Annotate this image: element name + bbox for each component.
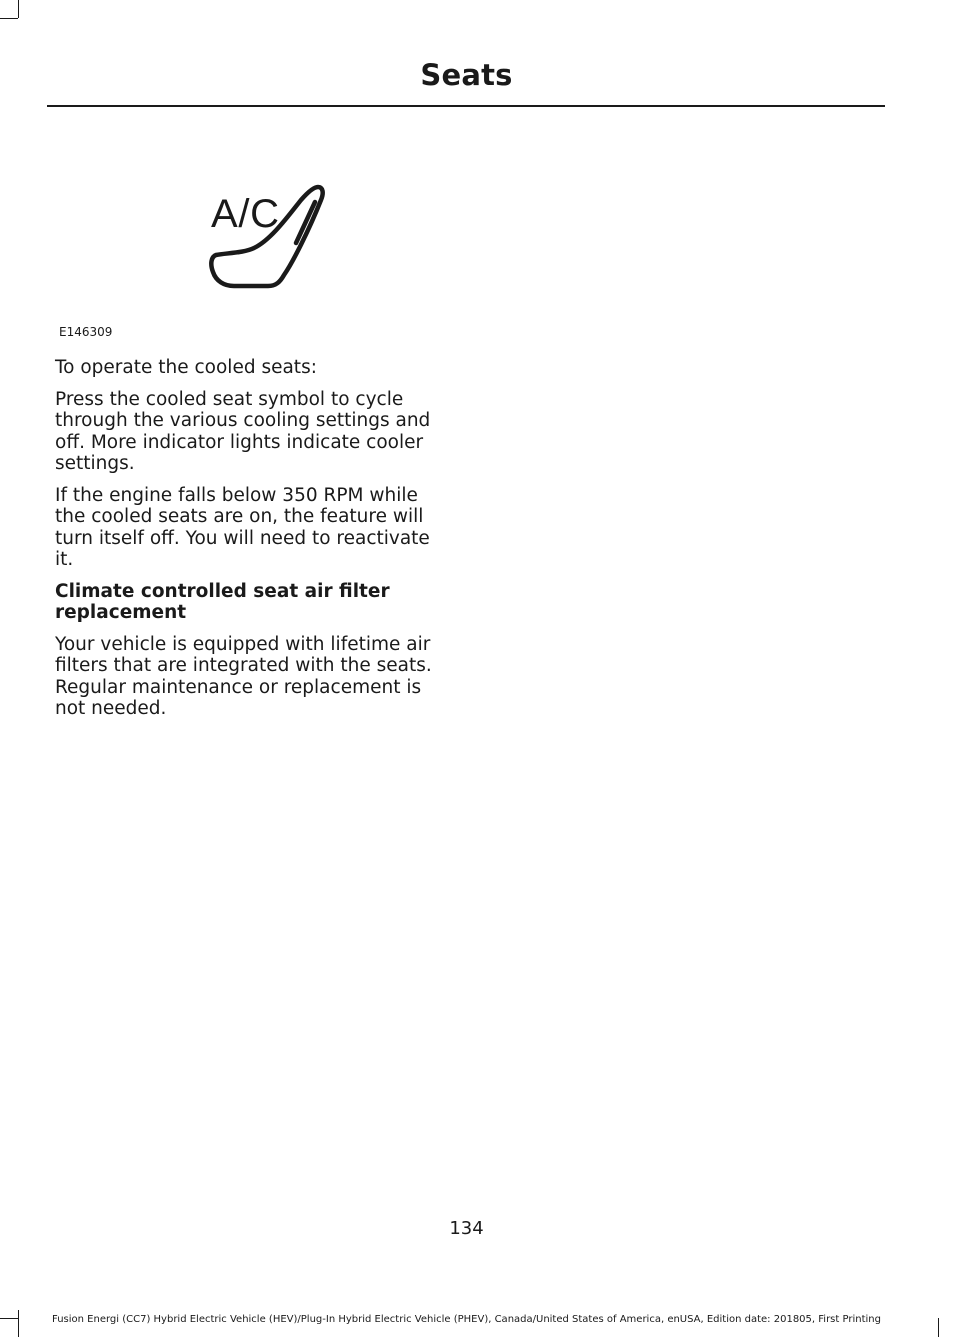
paragraph-air-filter: Your vehicle is equipped with lifetime air filters that are integrated with the seats. Regular maintenance or replacement is not needed. <box>55 633 432 719</box>
crop-mark-bottom-right-vertical <box>938 1318 939 1337</box>
section-heading: Climate controlled seat air filter replacement <box>55 580 390 623</box>
ac-symbol-text: A/C <box>211 192 279 236</box>
paragraph-intro: To operate the cooled seats: <box>55 357 317 378</box>
crop-mark-top-left-vertical <box>18 0 19 18</box>
header-divider <box>47 105 885 107</box>
page-title: Seats <box>420 58 513 92</box>
body-content <box>55 357 440 730</box>
crop-mark-top-left-horizontal <box>0 18 18 19</box>
cooled-seat-figure <box>56 180 436 345</box>
paragraph-cycle-settings: Press the cooled seat symbol to cycle through the various cooling settings and off. More indicator lights indicate cooler settings. <box>55 388 431 474</box>
figure-id: E146309 <box>59 325 113 339</box>
paragraph-engine-rpm: If the engine falls below 350 RPM while the cooled seats are on, the feature will turn itself off. You will need to reactivate it. <box>55 484 430 570</box>
page-number: 134 <box>449 1218 484 1239</box>
footer-text: Fusion Energi (CC7) Hybrid Electric Vehicle (HEV)/Plug-In Hybrid Electric Vehicle (PHEV), Canada/United States of America, enUSA, Edition date: 201805, First Printing <box>52 1314 881 1325</box>
cooled-seat-icon <box>56 180 436 320</box>
